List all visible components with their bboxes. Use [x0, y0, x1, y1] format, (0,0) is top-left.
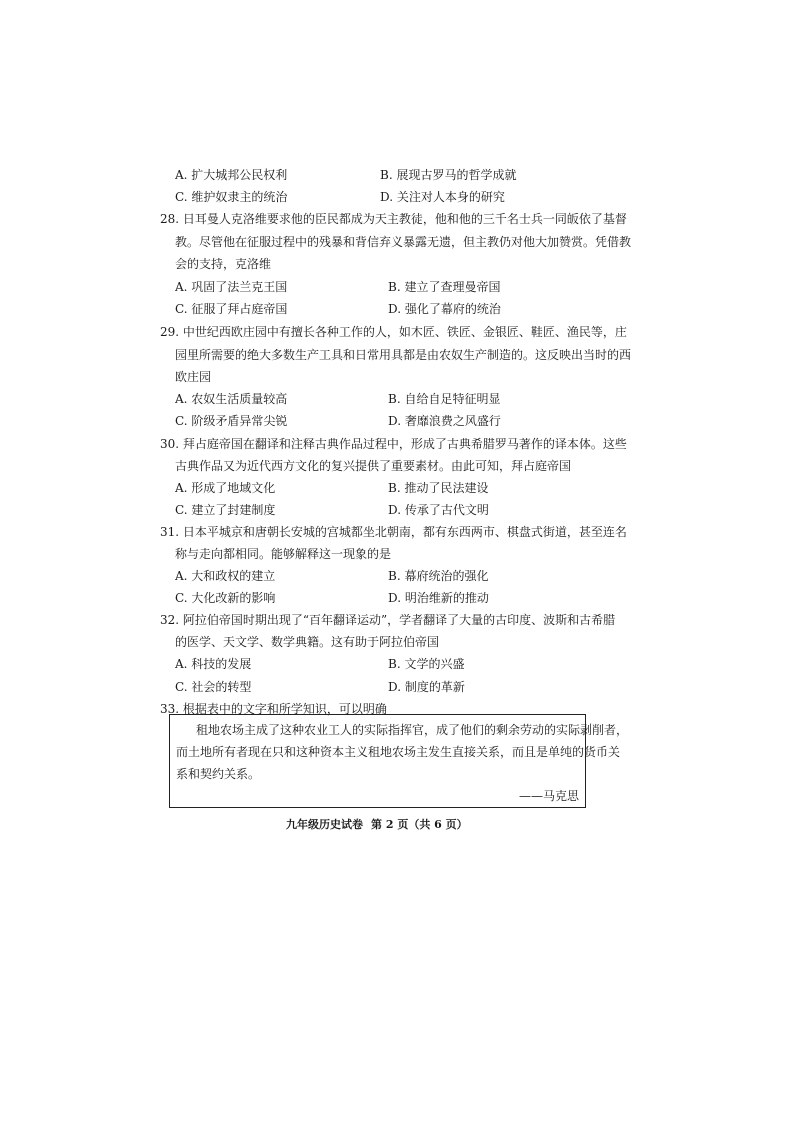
q28-option-a: A. 巩固了法兰克王国	[175, 280, 288, 294]
q33-stem: 33. 根据表中的文字和所学知识，可以明确	[160, 702, 387, 716]
q32-option-b: B. 文学的兴盛	[388, 657, 465, 671]
quote-line: 租地农场主成了这种农业工人的实际指挥官，成了他们的剩余劳动的实际剥削者，	[196, 723, 629, 737]
quote-line: 系和契约关系。	[176, 767, 261, 781]
q31-option-a: A. 大和政权的建立	[175, 569, 276, 583]
q31-option-b: B. 幕府统治的强化	[388, 569, 489, 583]
q33-quote-box	[169, 714, 629, 808]
q29-option-b: B. 自给自足特征明显	[388, 392, 501, 406]
q30-option-b: B. 推动了民法建设	[388, 481, 489, 495]
q32-option-c: C. 社会的转型	[175, 680, 252, 694]
q31-option-c: C. 大化改新的影响	[175, 591, 276, 605]
exam-title: 九年级历史试卷	[286, 818, 363, 831]
q28-option-b: B. 建立了查理曼帝国	[388, 280, 501, 294]
q32-stem-line: 的医学、天文学、数学典籍。这有助于阿拉伯帝国	[175, 635, 440, 649]
q27-option-d: D. 关注对人本身的研究	[380, 190, 505, 204]
q31-stem-line: 31. 日本平城京和唐朝长安城的宫城都坐北朝南，都有东西两市、棋盘式街道，甚至连名	[160, 525, 627, 539]
q28-stem-line: 会的支持，克洛维	[175, 257, 272, 271]
q30-stem-line: 30. 拜占庭帝国在翻译和注释古典作品过程中，形成了古典希腊罗马著作的译本体。这些	[160, 437, 627, 451]
q30-option-d: D. 传承了古代文明	[388, 503, 489, 517]
q28-stem-line: 教。尽管他在征服过程中的残暴和背信弃义暴露无遗，但主教仍对他大加赞赏。凭借教	[175, 235, 632, 249]
q28-option-c: C. 征服了拜占庭帝国	[175, 302, 288, 316]
q31-option-d: D. 明治维新的推动	[388, 591, 489, 605]
page-number: 第 2 页（共 6 页）	[371, 818, 468, 831]
q29-stem-line: 29. 中世纪西欧庄园中有擅长各种工作的人，如木匠、铁匠、金银匠、鞋匠、渔民等，庄	[160, 325, 627, 339]
q29-option-a: A. 农奴生活质量较高	[175, 392, 288, 406]
q32-option-d: D. 制度的革新	[388, 680, 465, 694]
q27-option-a: A. 扩大城邦公民权利	[175, 168, 288, 182]
q30-option-c: C. 建立了封建制度	[175, 503, 276, 517]
q31-stem-line: 称与走向都相同。能够解释这一现象的是	[175, 547, 392, 561]
q27-option-c: C. 维护奴隶主的统治	[175, 190, 288, 204]
q29-option-d: D. 奢靡浪费之风盛行	[388, 414, 501, 428]
q29-stem-line: 园里所需要的绝大多数生产工具和日常用具都是由农奴生产制造的。这反映出当时的西	[175, 348, 632, 362]
q30-option-a: A. 形成了地域文化	[175, 481, 276, 495]
q29-option-c: C. 阶级矛盾异常尖锐	[175, 414, 288, 428]
q30-stem-line: 古典作品又为近代西方文化的复兴提供了重要素材。由此可知，拜占庭帝国	[175, 459, 572, 473]
q29-stem-line: 欧庄园	[175, 370, 212, 384]
q32-option-a: A. 科技的发展	[175, 657, 252, 671]
q28-stem-line: 28. 日耳曼人克洛维要求他的臣民都成为天主教徒，他和他的三千名士兵一同皈依了基督	[160, 212, 627, 226]
quote-line: 而土地所有者现在只和这种资本主义租地农场主发生直接关系，而且是单纯的货币关	[176, 745, 621, 759]
quote-attribution: ——马克思	[518, 789, 579, 803]
q28-option-d: D. 强化了幕府的统治	[388, 302, 501, 316]
q32-stem-line: 32. 阿拉伯帝国时期出现了“百年翻译运动”，学者翻译了大量的古印度、波斯和古希腊	[160, 613, 616, 627]
q27-option-b: B. 展现古罗马的哲学成就	[380, 168, 517, 182]
